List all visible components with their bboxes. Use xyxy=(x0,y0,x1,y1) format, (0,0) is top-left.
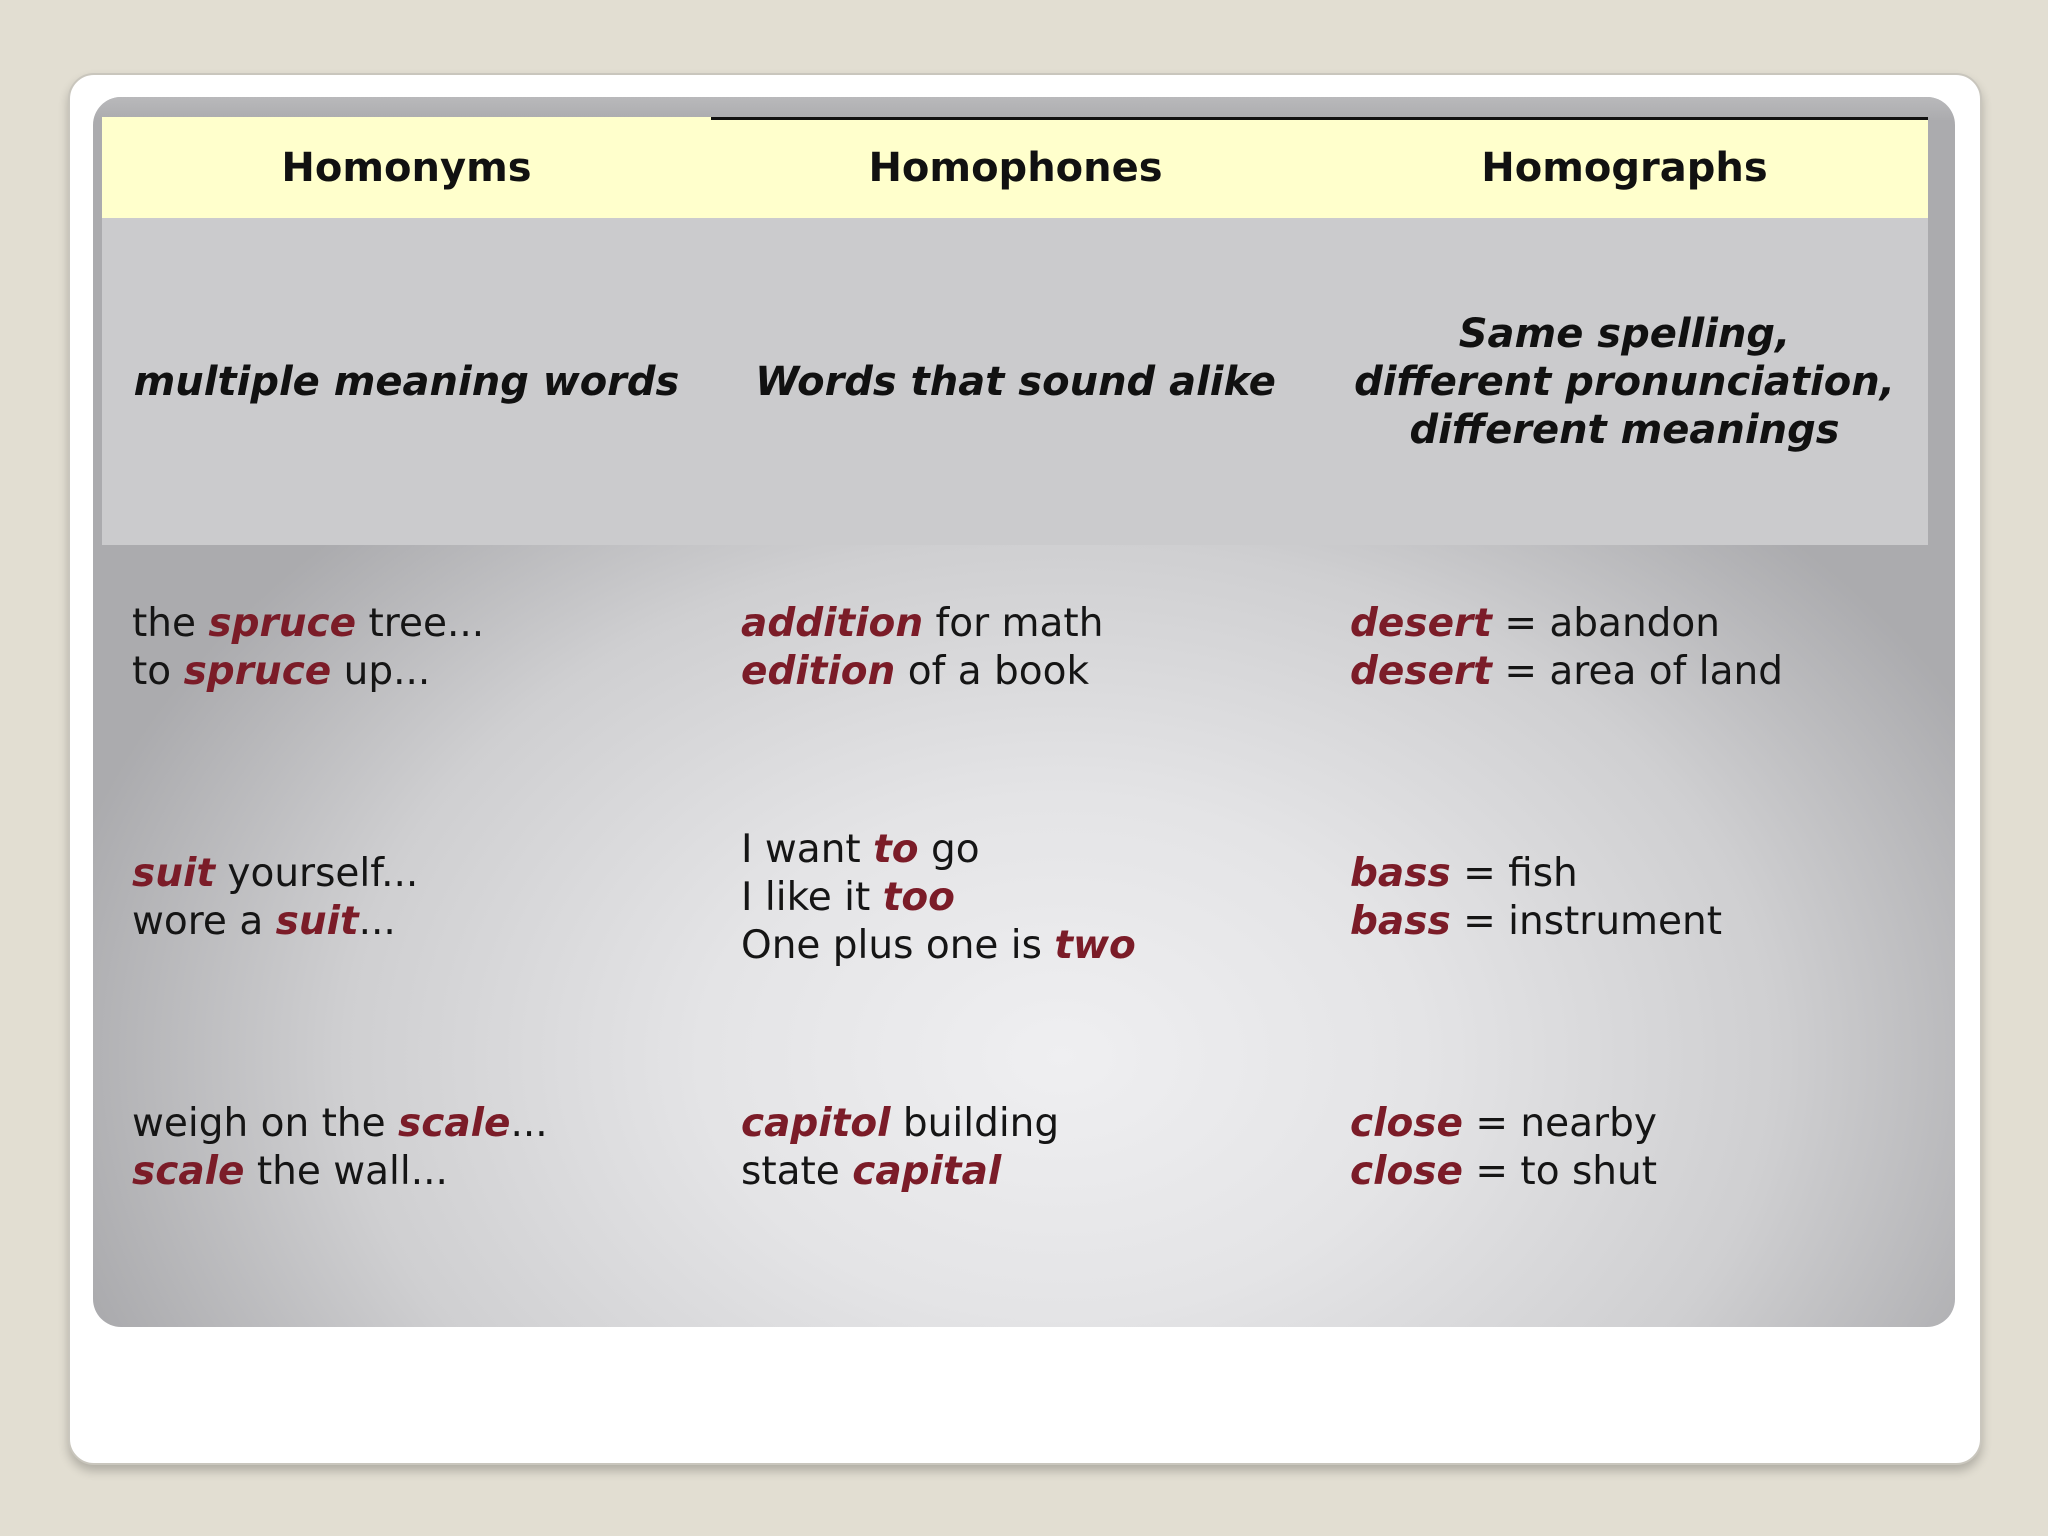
example-line: I like it too xyxy=(741,875,955,920)
example-line: close = nearby xyxy=(1350,1101,1657,1146)
example-word: scale xyxy=(132,1149,245,1194)
example-word: too xyxy=(882,875,955,920)
definition-homonyms xyxy=(102,218,711,545)
example-word: to xyxy=(873,827,919,872)
example-word: edition xyxy=(741,649,896,694)
example-line: I want to go xyxy=(741,827,980,872)
example-cell-homographs-2 xyxy=(1320,773,1929,1023)
example-cell-homographs-3 xyxy=(1320,1023,1929,1273)
definition-line: multiple meaning words xyxy=(133,358,680,405)
example-line: to spruce up... xyxy=(132,649,431,694)
definition-homographs xyxy=(1320,218,1929,545)
example-line: wore a suit... xyxy=(132,899,396,944)
example-word: two xyxy=(1054,923,1136,968)
definition-line: Same spelling, xyxy=(1458,310,1791,357)
definition-homophones xyxy=(711,218,1320,545)
example-cell-homophones-2 xyxy=(711,773,1320,1023)
example-word: spruce xyxy=(183,649,332,694)
example-word: spruce xyxy=(208,601,357,646)
header-homographs: Homographs xyxy=(1481,144,1768,191)
example-cell-homophones-3 xyxy=(711,1023,1320,1273)
example-word: close xyxy=(1350,1101,1463,1146)
example-line: state capital xyxy=(741,1149,1002,1194)
example-line: capitol building xyxy=(741,1101,1060,1146)
example-line: the spruce tree... xyxy=(132,601,485,646)
example-word: desert xyxy=(1350,601,1492,646)
example-line: edition of a book xyxy=(741,649,1090,694)
header-homophones: Homophones xyxy=(868,144,1163,191)
definition-line: different meanings xyxy=(1409,406,1840,453)
example-line: bass = fish xyxy=(1350,851,1578,896)
example-word: bass xyxy=(1350,851,1451,896)
example-word: capital xyxy=(852,1149,1002,1194)
example-line: addition for math xyxy=(741,601,1104,646)
example-cell-homonyms-2 xyxy=(102,773,711,1023)
example-word: close xyxy=(1350,1149,1463,1194)
definition-line: different pronunciation, xyxy=(1354,358,1895,405)
example-cell-homonyms-3 xyxy=(102,1023,711,1273)
example-cell-homographs-1 xyxy=(1320,523,1929,773)
example-line: desert = area of land xyxy=(1350,649,1783,694)
example-line: weigh on the scale... xyxy=(132,1101,548,1146)
example-cell-homophones-1 xyxy=(711,523,1320,773)
example-line: One plus one is two xyxy=(741,923,1136,968)
definition-line: Words that sound alike xyxy=(755,358,1276,405)
example-cell-homonyms-1 xyxy=(102,523,711,773)
example-word: addition xyxy=(741,601,924,646)
example-word: bass xyxy=(1350,899,1451,944)
example-line: scale the wall... xyxy=(132,1149,448,1194)
example-line: suit yourself... xyxy=(132,851,419,896)
example-line: bass = instrument xyxy=(1350,899,1723,944)
example-line: close = to shut xyxy=(1350,1149,1658,1194)
example-word: suit xyxy=(275,899,359,944)
example-word: scale xyxy=(397,1101,511,1146)
example-word: capitol xyxy=(741,1101,891,1146)
header-homonyms: Homonyms xyxy=(281,144,532,191)
example-line: desert = abandon xyxy=(1350,601,1720,646)
example-word: suit xyxy=(132,851,215,896)
example-word: desert xyxy=(1350,649,1492,694)
